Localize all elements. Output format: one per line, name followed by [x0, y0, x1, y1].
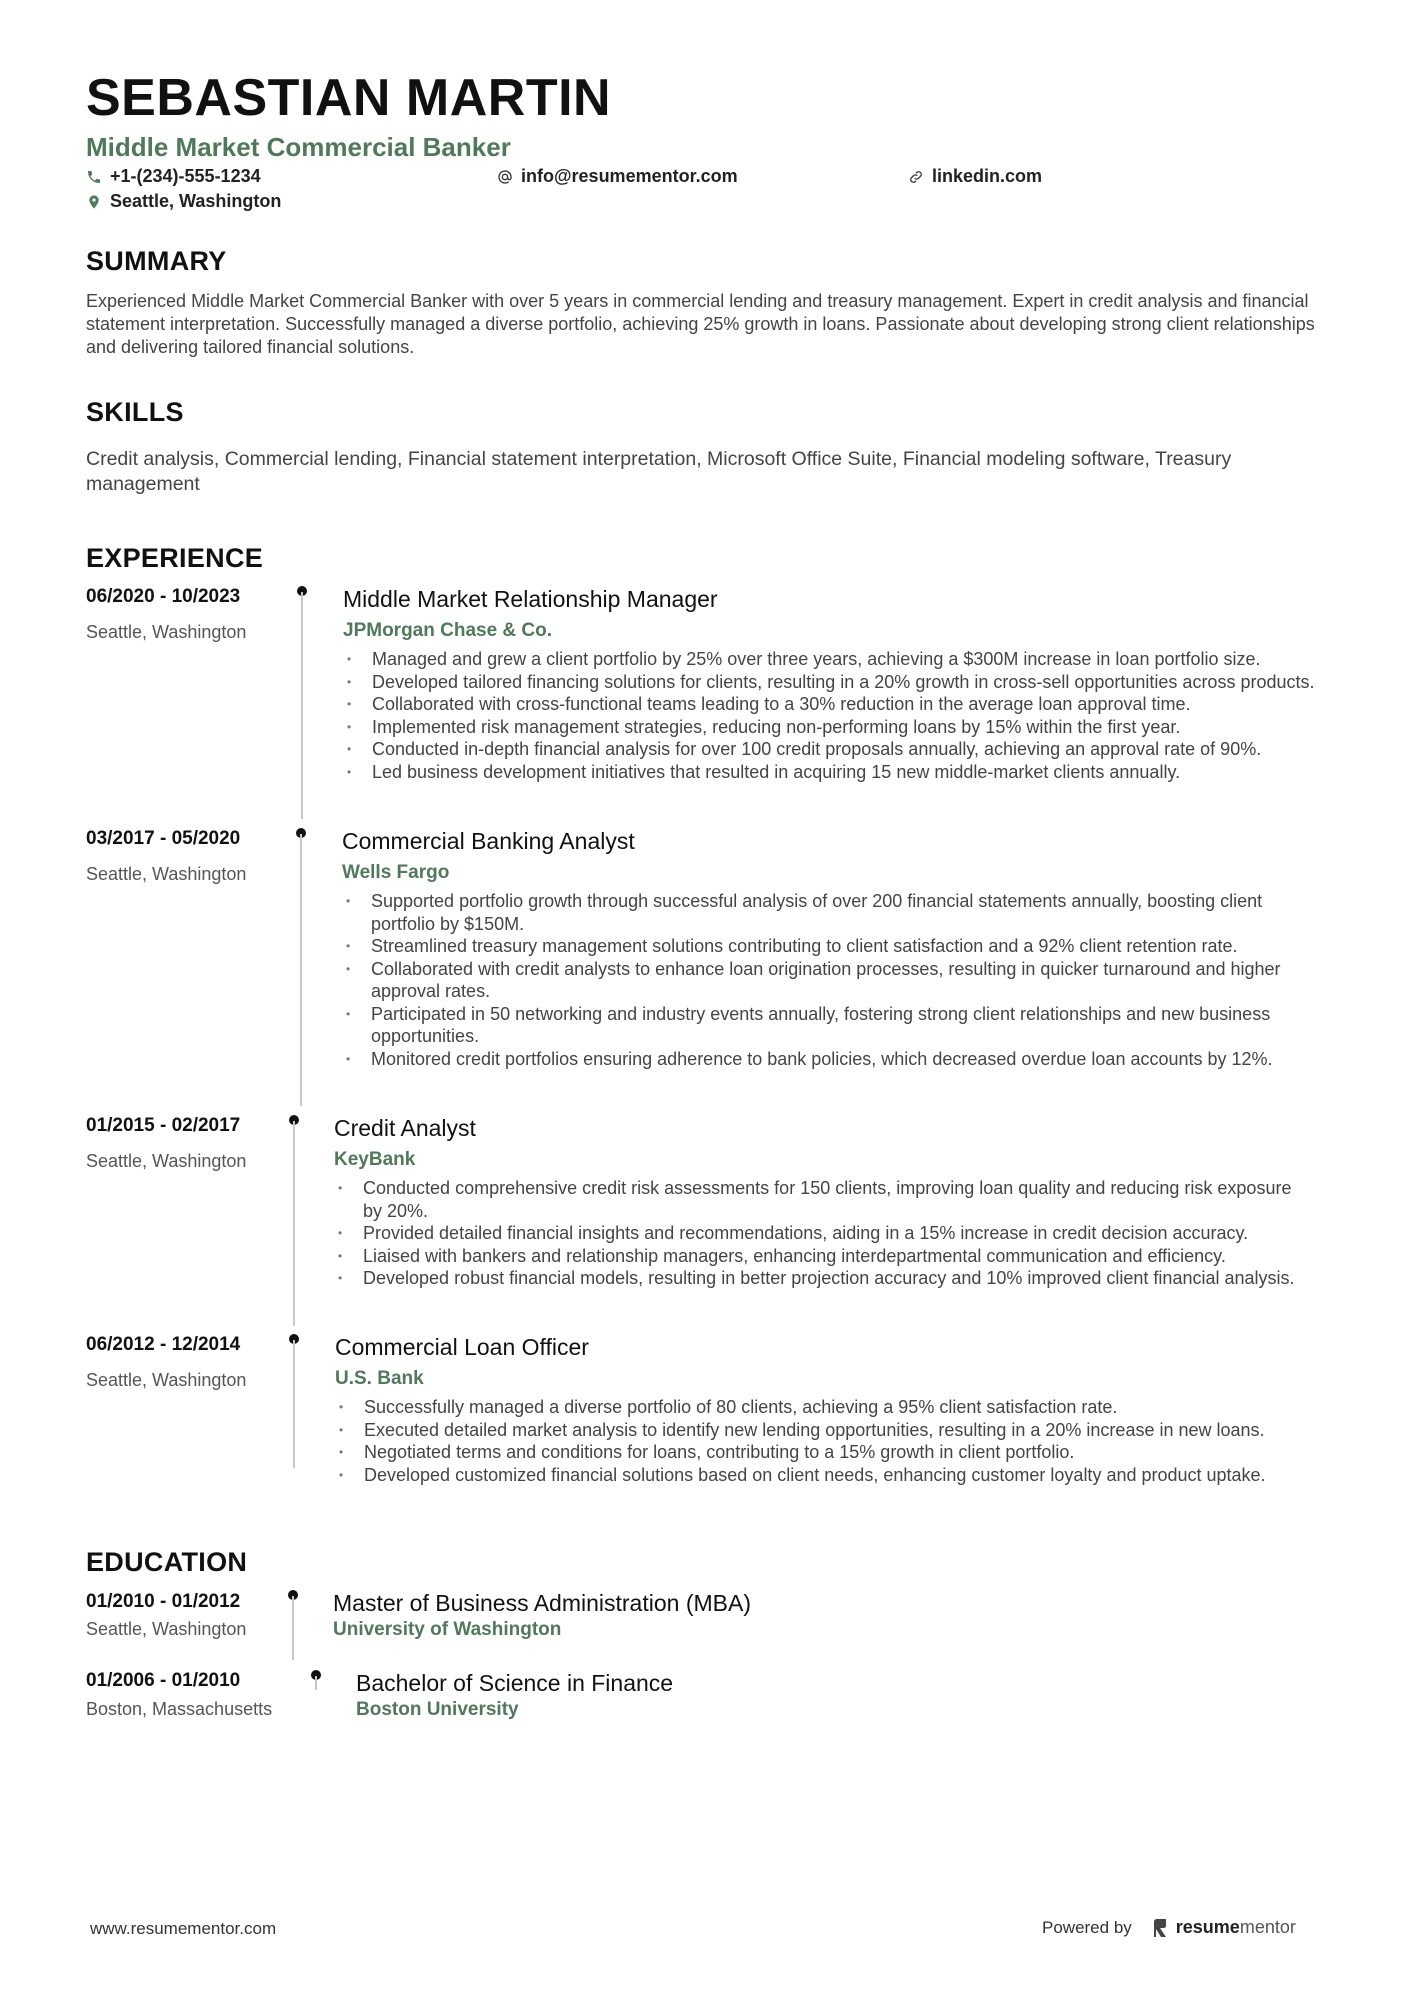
edu-2-school: Boston University: [356, 1699, 519, 1720]
list-item: • Developed robust financial models, resulting in better projection accuracy and 10% improved client financial analysis.: [334, 1267, 1314, 1290]
job-4-location: Seattle, Washington: [86, 1370, 247, 1390]
timeline-line: [301, 592, 303, 819]
list-item: • Led business development initiatives that resulted in acquiring 15 new middle-market clients annually.: [343, 761, 1333, 784]
list-item: • Negotiated terms and conditions for loans, contributing to a 15% growth in client portfolio.: [335, 1441, 1335, 1464]
education-heading: EDUCATION: [86, 1547, 248, 1577]
resumementor-logo-icon: [1152, 1918, 1170, 1938]
list-item: • Collaborated with cross-functional teams leading to a 30% reduction in the average loan approval time.: [343, 693, 1333, 716]
list-item: • Streamlined treasury management solutions contributing to client satisfaction and a 92% client retention rate.: [342, 935, 1312, 958]
list-item: • Monitored credit portfolios ensuring adherence to bank policies, which decreased overdue loan accounts by 12%.: [342, 1048, 1312, 1071]
skills-heading: SKILLS: [86, 397, 184, 427]
job-3-bullets: [334, 1177, 1314, 1290]
contact-email[interactable]: [497, 166, 738, 187]
phone-icon: [86, 169, 102, 185]
job-1-dates: 06/2020 - 10/2023: [86, 586, 241, 607]
job-2-location: Seattle, Washington: [86, 864, 247, 884]
summary-heading: SUMMARY: [86, 246, 227, 276]
location-text: Seattle, Washington: [110, 191, 282, 211]
job-3-title: Credit Analyst: [334, 1115, 476, 1141]
edu-1-location: Seattle, Washington: [86, 1619, 247, 1639]
resumementor-brand[interactable]: [1152, 1917, 1296, 1938]
list-item: • Supported portfolio growth through successful analysis of over 200 financial statements annually, boosting client portfolio by $150M.: [342, 890, 1312, 935]
list-item: • Participated in 50 networking and industry events annually, fostering strong client relationships and new business opportunities.: [342, 1003, 1312, 1048]
list-item: • Conducted comprehensive credit risk assessments for 150 clients, improving loan quality and reducing risk exposure by 20%.: [334, 1177, 1314, 1222]
job-2-dates: 03/2017 - 05/2020: [86, 828, 241, 849]
list-item: • Developed customized financial solutions based on client needs, enhancing customer loyalty and product uptake.: [335, 1464, 1335, 1487]
job-4-title: Commercial Loan Officer: [335, 1334, 589, 1360]
edu-1-dates: 01/2010 - 01/2012: [86, 1591, 241, 1612]
timeline-line: [293, 1340, 295, 1468]
summary-text: Experienced Middle Market Commercial Banker with over 5 years in commercial lending and treasury management. Expert in credit analysis and financial statement interpretation. Successfully managed a diverse portfolio, achieving 25% growth in loans. Passionate about developing strong client relationships and delivering tailored financial solutions.: [86, 291, 1315, 357]
phone-text: +1-(234)-555-1234: [110, 166, 261, 186]
timeline-line: [292, 1596, 294, 1660]
job-1-title: Middle Market Relationship Manager: [343, 586, 718, 612]
job-3-location: Seattle, Washington: [86, 1151, 247, 1171]
list-item: • Conducted in-depth financial analysis for over 100 credit proposals annually, achieving an approval rate of 90%.: [343, 738, 1333, 761]
list-item: • Managed and grew a client portfolio by 25% over three years, achieving a $300M increase in loan portfolio size.: [343, 648, 1333, 671]
job-4-company: U.S. Bank: [335, 1368, 424, 1389]
email-icon: [497, 169, 513, 185]
link-icon: [908, 169, 924, 185]
skills-text: Credit analysis, Commercial lending, Financial statement interpretation, Microsoft Office Suite, Financial modeling software, Treasury management: [86, 448, 1232, 495]
timeline-line: [293, 1121, 295, 1326]
job-1-bullets: [343, 648, 1333, 783]
edu-1-degree: Master of Business Administration (MBA): [333, 1590, 751, 1616]
edu-2-location: Boston, Massachusetts: [86, 1699, 273, 1719]
location-icon: [86, 194, 102, 210]
job-2-title: Commercial Banking Analyst: [342, 828, 635, 854]
job-2-company: Wells Fargo: [342, 862, 450, 883]
list-item: • Successfully managed a diverse portfolio of 80 clients, achieving a 95% client satisfaction rate.: [335, 1396, 1335, 1419]
list-item: • Executed detailed market analysis to identify new lending opportunities, resulting in a 20% increase in new loans.: [335, 1419, 1335, 1442]
list-item: • Implemented risk management strategies, reducing non-performing loans by 15% within the first year.: [343, 716, 1333, 739]
contact-location: [86, 191, 281, 212]
job-2-bullets: [342, 890, 1312, 1070]
brand-light-text: mentor: [1239, 1917, 1296, 1937]
list-item: • Liaised with bankers and relationship managers, enhancing interdepartmental communication and efficiency.: [334, 1245, 1314, 1268]
timeline-line: [315, 1676, 317, 1690]
linkedin-text[interactable]: linkedin.com: [932, 166, 1043, 186]
timeline-line: [300, 834, 302, 1106]
edu-2-degree: Bachelor of Science in Finance: [356, 1670, 674, 1696]
edu-1-school: University of Washington: [333, 1619, 562, 1640]
powered-by-label: Powered by: [1042, 1917, 1132, 1937]
footer-powered-by: [1042, 1917, 1296, 1938]
job-1-company: JPMorgan Chase & Co.: [343, 620, 553, 641]
edu-2-dates: 01/2006 - 01/2010: [86, 1670, 241, 1691]
job-4-bullets: [335, 1396, 1335, 1486]
experience-heading: EXPERIENCE: [86, 543, 264, 573]
list-item: • Provided detailed financial insights and recommendations, aiding in a 15% increase in credit decision accuracy.: [334, 1222, 1314, 1245]
candidate-name: SEBASTIAN MARTIN: [86, 69, 612, 127]
list-item: • Collaborated with credit analysts to enhance loan origination processes, resulting in quicker turnaround and higher approval rates.: [342, 958, 1312, 1003]
email-text[interactable]: info@resumementor.com: [521, 166, 738, 186]
job-3-company: KeyBank: [334, 1149, 416, 1170]
list-item: • Developed tailored financing solutions for clients, resulting in a 20% growth in cross-sell opportunities across products.: [343, 671, 1333, 694]
brand-bold-text: resume: [1175, 1917, 1240, 1937]
job-3-dates: 01/2015 - 02/2017: [86, 1115, 241, 1136]
job-1-location: Seattle, Washington: [86, 622, 247, 642]
job-4-dates: 06/2012 - 12/2014: [86, 1334, 241, 1355]
contact-phone: [86, 166, 261, 187]
footer-website[interactable]: www.resumementor.com: [90, 1919, 277, 1938]
candidate-title: Middle Market Commercial Banker: [86, 132, 511, 162]
contact-linkedin[interactable]: [908, 166, 1042, 187]
